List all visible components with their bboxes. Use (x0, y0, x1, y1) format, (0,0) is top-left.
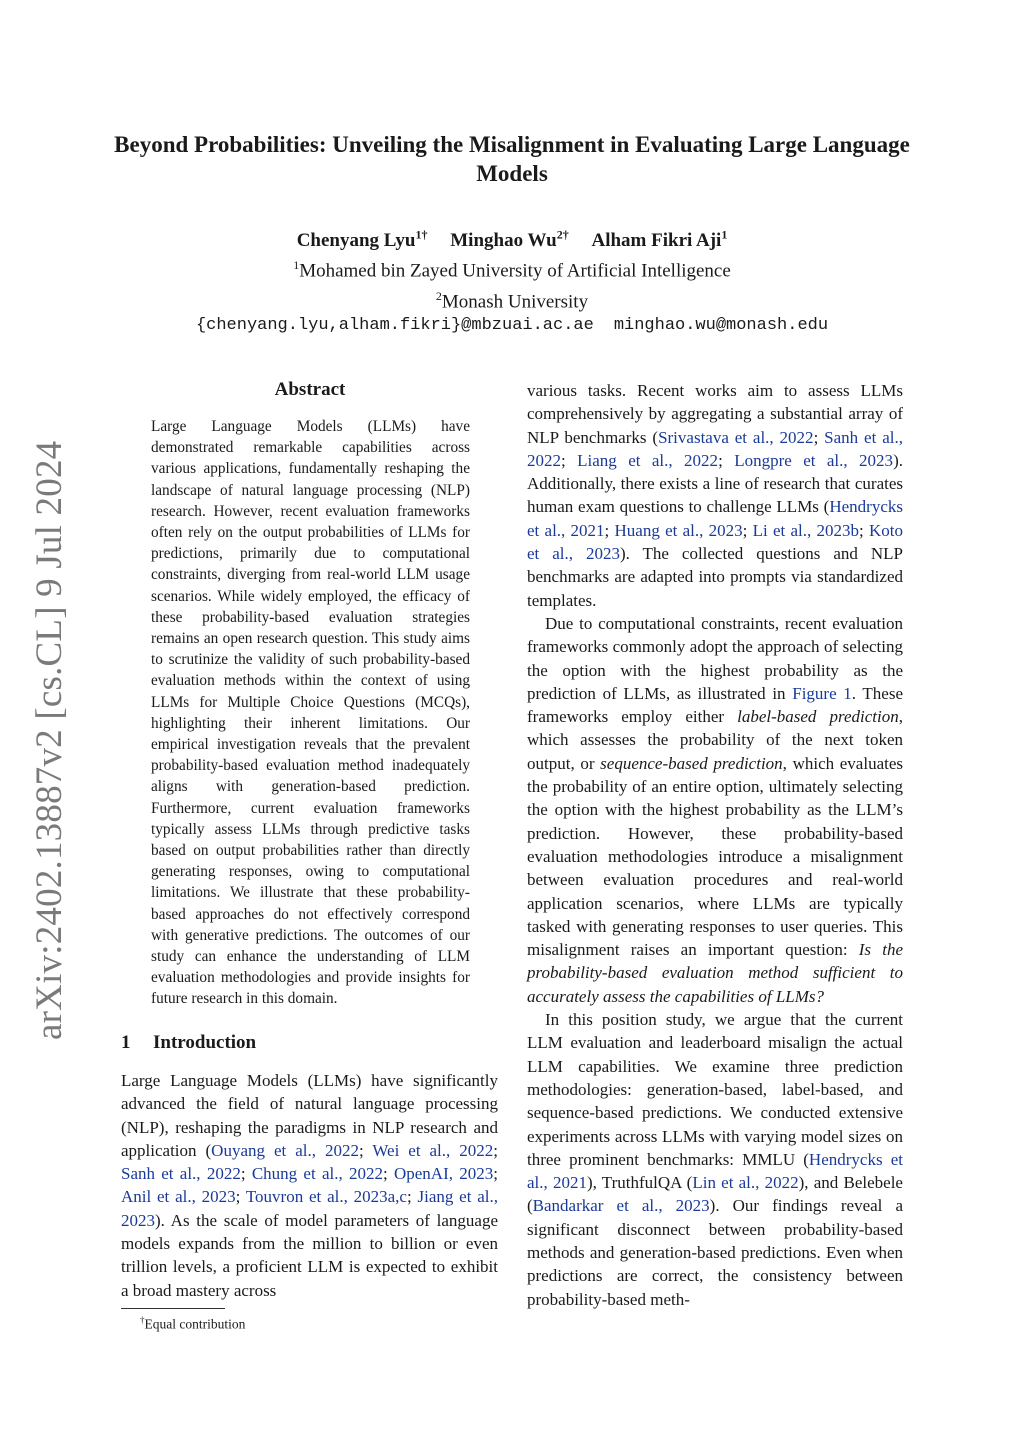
abstract-text: Large Language Models (LLMs) have demonstrated remarkable capabilities across various applications, fundamentally reshaping the landscape of natural language processing (NLP) research. However, recent evaluation frameworks often rely on the output probabilities of LLMs for predictions, primarily due to computational constraints, diverging from real-world LLM usage scenarios. While widely employed, the efficacy of these probability-based evaluation strategies remains an open research question. This study aims to scrutinize the validity of such probability-based evaluation methods within the context of using LLMs for Multiple Choice Questions (MCQs), highlighting their inherent limitations. Our empirical investigation reveals that the prevalent probability-based evaluation method inadequately aligns with generation-based prediction. Furthermore, current evaluation frameworks typically assess LLMs through predictive tasks based on output probabilities rather than directly generating responses, owing to computational limitations. We illustrate that these probability-based approaches do not effectively correspond with generative predictions. The outcomes of our study can enhance the understanding of LLM evaluation methodologies and provide insights for future research in this domain. (151, 418, 470, 1008)
right-column (527, 379, 903, 1311)
body-text: ; (358, 1140, 373, 1160)
body-text: ; (382, 1164, 394, 1184)
citation-link[interactable]: Figure 1 (792, 683, 852, 703)
body-text: ; (240, 1164, 252, 1184)
emphasis-text: sequence-based prediction (600, 753, 783, 773)
citation-link[interactable]: Longpre et al., 2023 (734, 450, 894, 470)
citation-link[interactable]: Anil et al., 2023 (121, 1187, 236, 1207)
body-text: ), TruthfulQA ( (586, 1173, 693, 1193)
citation-link[interactable]: Bandarkar et al., 2023 (532, 1196, 710, 1216)
body-paragraph-2 (527, 612, 903, 1008)
body-text: ; (859, 520, 869, 540)
body-text: ; (493, 1140, 498, 1160)
body-text: ; (813, 427, 825, 447)
section-title: Introduction (153, 1032, 257, 1053)
citation-link[interactable]: Lin et al., 2022 (692, 1173, 799, 1193)
body-text: ; (604, 520, 615, 540)
author-block (100, 223, 924, 338)
affiliation-1: $^1$Mohamed bin Zayed University of Artificial Intelligence (293, 258, 731, 282)
citation-link[interactable]: OpenAI, 2023 (393, 1164, 494, 1184)
email-1[interactable]: {chenyang.lyu,alham.fikri}@mbzuai.ac.ae (195, 315, 594, 335)
citation-link[interactable]: Koto et al., 2023 (527, 520, 903, 564)
body-text: ). The collected questions and NLP benchmarks are adapted into prompts via standardized templates. (527, 544, 903, 610)
body-text: ; (493, 1164, 498, 1184)
body-text: , which assesses the probability of the next token output, or (527, 707, 903, 773)
affiliation-2: $^2$Monash University (435, 288, 589, 312)
citation-link[interactable]: Chung et al., 2022 (251, 1164, 383, 1184)
body-text: ). Additionally, there exists a line of research that curates human exam questions to challenge LLMs ( (527, 450, 903, 517)
body-text: ). Our findings reveal a significant disconnect between probability-based methods and generation-based predictions. Even when predictions are correct, the consistency between probability-based meth- (527, 1196, 903, 1309)
citation-link[interactable]: Liang et al., 2022 (577, 450, 719, 470)
body-paragraph-1 (527, 379, 903, 612)
citation-link[interactable]: Huang et al., 2023 (614, 520, 743, 540)
citation-link[interactable]: Li et al., 2023b (752, 520, 860, 540)
body-text: , which evaluates the probability of an entire option, ultimately selecting the option with the highest probability as the LLM’s prediction. However, these probability-based evaluation methodologies introduce a misalignment between evaluation procedures and real-world application scenarios, where LLMs are typically tasked with generating responses to user queries. This misalignment raises an important question: (527, 753, 903, 960)
citation-link[interactable]: Jiang et al., 2023 (121, 1187, 498, 1230)
citation-link[interactable]: Hendrycks et al., 2021 (527, 1149, 903, 1193)
body-text: various tasks. Recent works aim to assess LLMs comprehensively by aggregating a substantial array of NLP benchmarks ( (527, 381, 903, 447)
body-text: ; (561, 450, 578, 470)
citation-link[interactable]: Sanh et al., 2022 (121, 1164, 241, 1184)
body-text: . These frameworks employ either (527, 683, 904, 727)
citation-link[interactable]: Wei et al., 2022 (372, 1140, 494, 1160)
body-text: In this position study, we argue that the current LLM evaluation and leaderboard misalign the actual LLM capabilities. We examine three prediction methodologies: generation-based, label-based, and sequence-based predictions. We conducted extensive experiments across LLMs with varying model sizes on three prominent benchmarks: MMLU ( (527, 1010, 903, 1169)
body-text: ; (235, 1187, 246, 1207)
abstract-heading: Abstract (274, 379, 346, 400)
footnote-divider (121, 1308, 225, 1309)
section-number: 1 (121, 1032, 131, 1053)
author-emails (100, 314, 924, 338)
author-3: Alham Fikri Aji$^1$ (591, 228, 728, 252)
body-text: ). As the scale of model parameters of language models expands from the million to billion or even trillion levels, a proficient LLM is expected to exhibit a broad mastery across (121, 1210, 498, 1300)
body-text: ; (406, 1187, 418, 1207)
citation-link[interactable]: Ouyang et al., 2022 (211, 1140, 359, 1160)
author-1: Chenyang Lyu$^{1\dagger}$ (296, 228, 428, 252)
intro-paragraph-1 (121, 1069, 498, 1302)
paper-title: Beyond Probabilities: Unveiling the Misalignment in Evaluating Large Language Models (114, 132, 910, 186)
author-2: Minghao $Wu^{2\dagger}$ (450, 228, 569, 252)
body-text: Due to computational constraints, recent evaluation frameworks commonly adopt the approach of selecting the option with the highest probability as the prediction of LLMs, as illustrated in (527, 613, 903, 703)
body-paragraph-3 (527, 1008, 903, 1311)
author-names (100, 223, 924, 253)
body-text: Large Language Models (LLMs) have significantly advanced the field of natural language processing (NLP), reshaping the paradigms in NLP research and application ( (121, 1071, 498, 1160)
citation-link[interactable]: Srivastava et al., 2022 (658, 427, 814, 447)
footnote: †Equal contribution (140, 1315, 246, 1332)
body-text: ; (718, 450, 735, 470)
citation-link[interactable]: Hendrycks et al., 2021 (527, 497, 903, 540)
body-text: ), and Belebele ( (527, 1173, 903, 1216)
emphasis-text: Is the probability-based evaluation method sufficient to accurately assess the capabilities of LLMs? (527, 940, 903, 1006)
email-2[interactable]: minghao.wu@monash.edu (613, 315, 829, 335)
body-text: ; (742, 520, 753, 540)
arxiv-identifier: arXiv:2402.13887v2 [cs.CL] 9 Jul 2024 (29, 440, 70, 1040)
emphasis-text: label-based prediction (737, 707, 899, 727)
citation-link[interactable]: Sanh et al., 2022 (527, 427, 903, 470)
section-heading-introduction (121, 1032, 256, 1054)
citation-link[interactable]: Touvron et al., 2023a,c (245, 1187, 407, 1207)
